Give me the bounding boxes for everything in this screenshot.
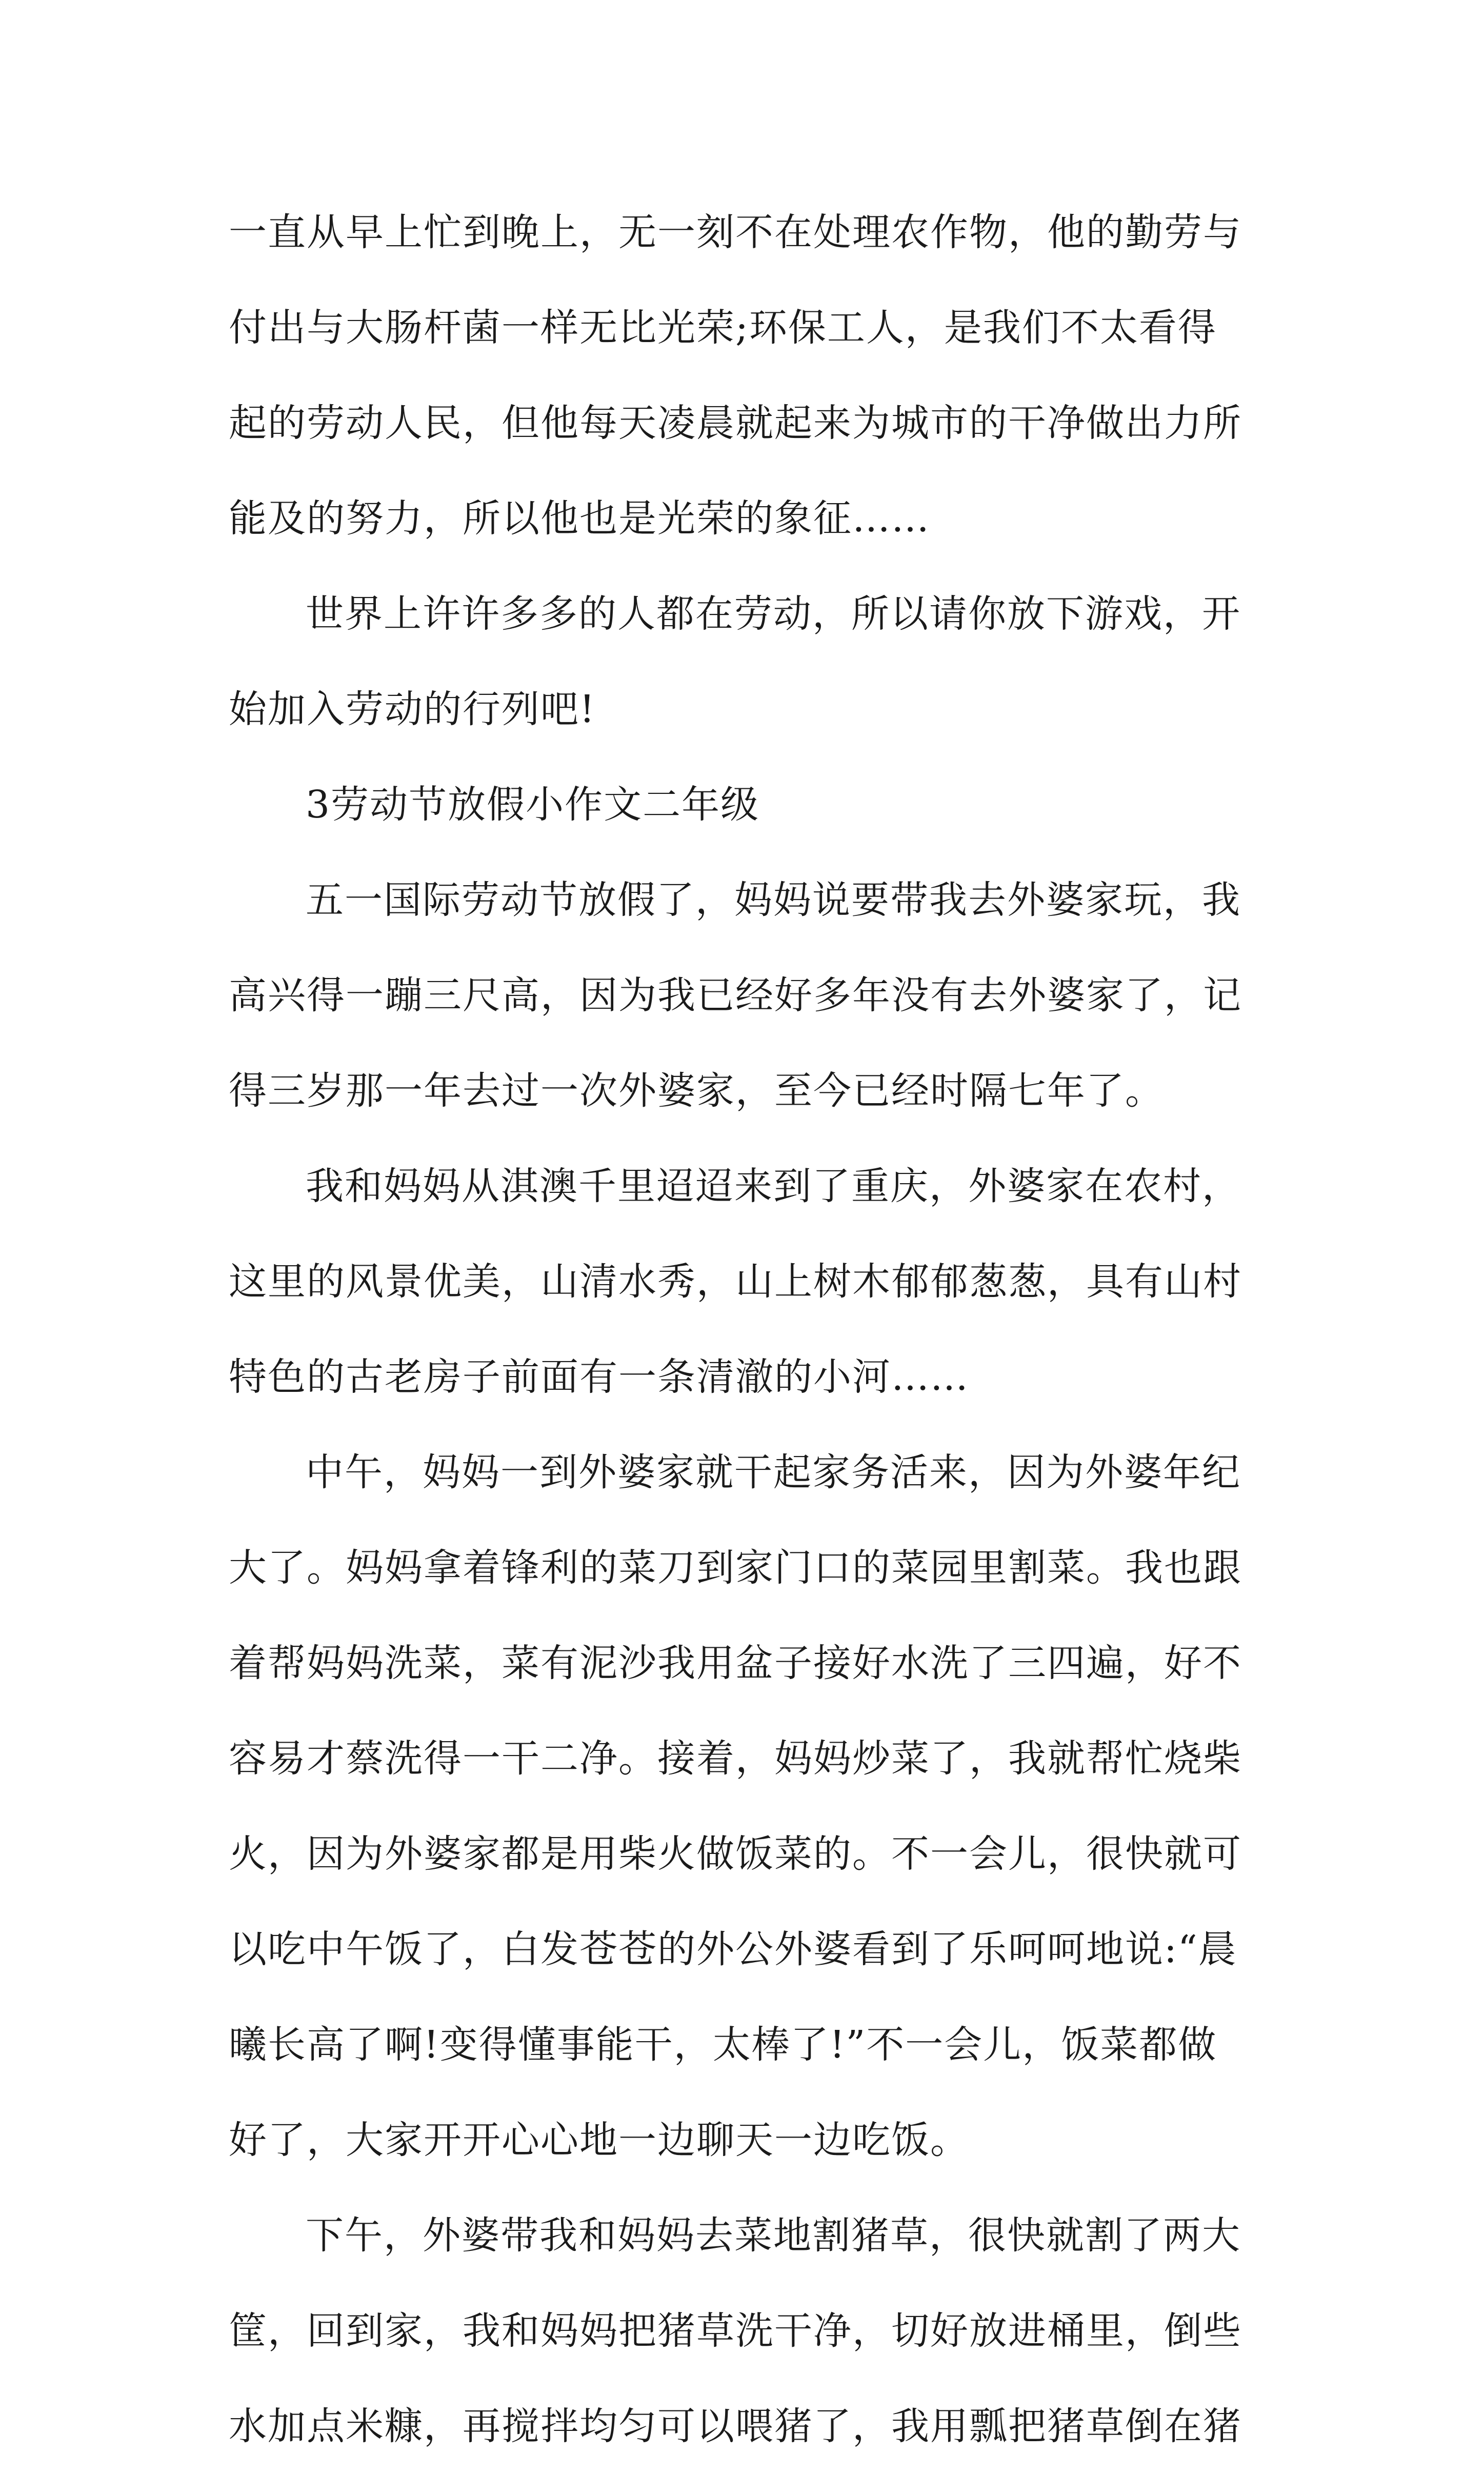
- text-line: 能及的努力，所以他也是光荣的象征……: [229, 496, 930, 541]
- section-heading: 3劳动节放假小作文二年级: [306, 783, 760, 827]
- text-line: 得三岁那一年去过一次外婆家，至今已经时隔七年了。: [229, 1069, 1164, 1113]
- paragraph-start-line: 下午，外婆带我和妈妈去菜地割猪草，很快就割了两大: [306, 2213, 1241, 2258]
- text-line: 曦长高了啊!变得懂事能干，太棒了!”不一会儿，饭菜都做: [229, 2023, 1217, 2067]
- text-line: 一直从早上忙到晚上，无一刻不在处理农作物，他的勤劳与: [229, 210, 1242, 254]
- text-line: 火，因为外婆家都是用柴火做饭菜的。不一会儿，很快就可: [229, 1832, 1242, 1876]
- document-body: [229, 185, 1270, 2474]
- text-line: 特色的古老房子前面有一条清澈的小河……: [229, 1355, 969, 1399]
- text-line: 以吃中午饭了，白发苍苍的外公外婆看到了乐呵呵地说:“晨: [229, 1927, 1237, 1971]
- text-line: 高兴得一蹦三尺高，因为我已经好多年没有去外婆家了，记: [229, 973, 1242, 1017]
- paragraph-start-line: 中午，妈妈一到外婆家就干起家务活来，因为外婆年纪: [306, 1450, 1241, 1494]
- text-line: 筐，回到家，我和妈妈把猪草洗干净，切好放进桶里，倒些: [229, 2309, 1242, 2353]
- text-line: 着帮妈妈洗菜，菜有泥沙我用盆子接好水洗了三四遍，好不: [229, 1641, 1242, 1685]
- paragraph-start-line: 我和妈妈从淇澳千里迢迢来到了重庆，外婆家在农村，: [306, 1164, 1241, 1208]
- text-line: 水加点米糠，再搅拌均匀可以喂猪了，我用瓢把猪草倒在猪: [229, 2404, 1242, 2448]
- text-line: 始加入劳动的行列吧!: [229, 687, 596, 731]
- text-line: 容易才蔡洗得一干二净。接着，妈妈炒菜了，我就帮忙烧柴: [229, 1737, 1242, 1781]
- text-line: 大了。妈妈拿着锋利的菜刀到家门口的菜园里割菜。我也跟: [229, 1546, 1242, 1590]
- paragraph-start-line: 五一国际劳动节放假了，妈妈说要带我去外婆家玩，我: [306, 878, 1241, 922]
- text-line: 付出与大肠杆菌一样无比光荣;环保工人，是我们不太看得: [229, 306, 1217, 350]
- text-line: 起的劳动人民，但他每天凌晨就起来为城市的干净做出力所: [229, 401, 1242, 445]
- text-line: 这里的风景优美，山清水秀，山上树木郁郁葱葱，具有山村: [229, 1260, 1242, 1304]
- text-line: 好了，大家开开心心地一边聊天一边吃饭。: [229, 2118, 969, 2162]
- paragraph-start-line: 世界上许许多多的人都在劳动，所以请你放下游戏，开: [306, 592, 1241, 636]
